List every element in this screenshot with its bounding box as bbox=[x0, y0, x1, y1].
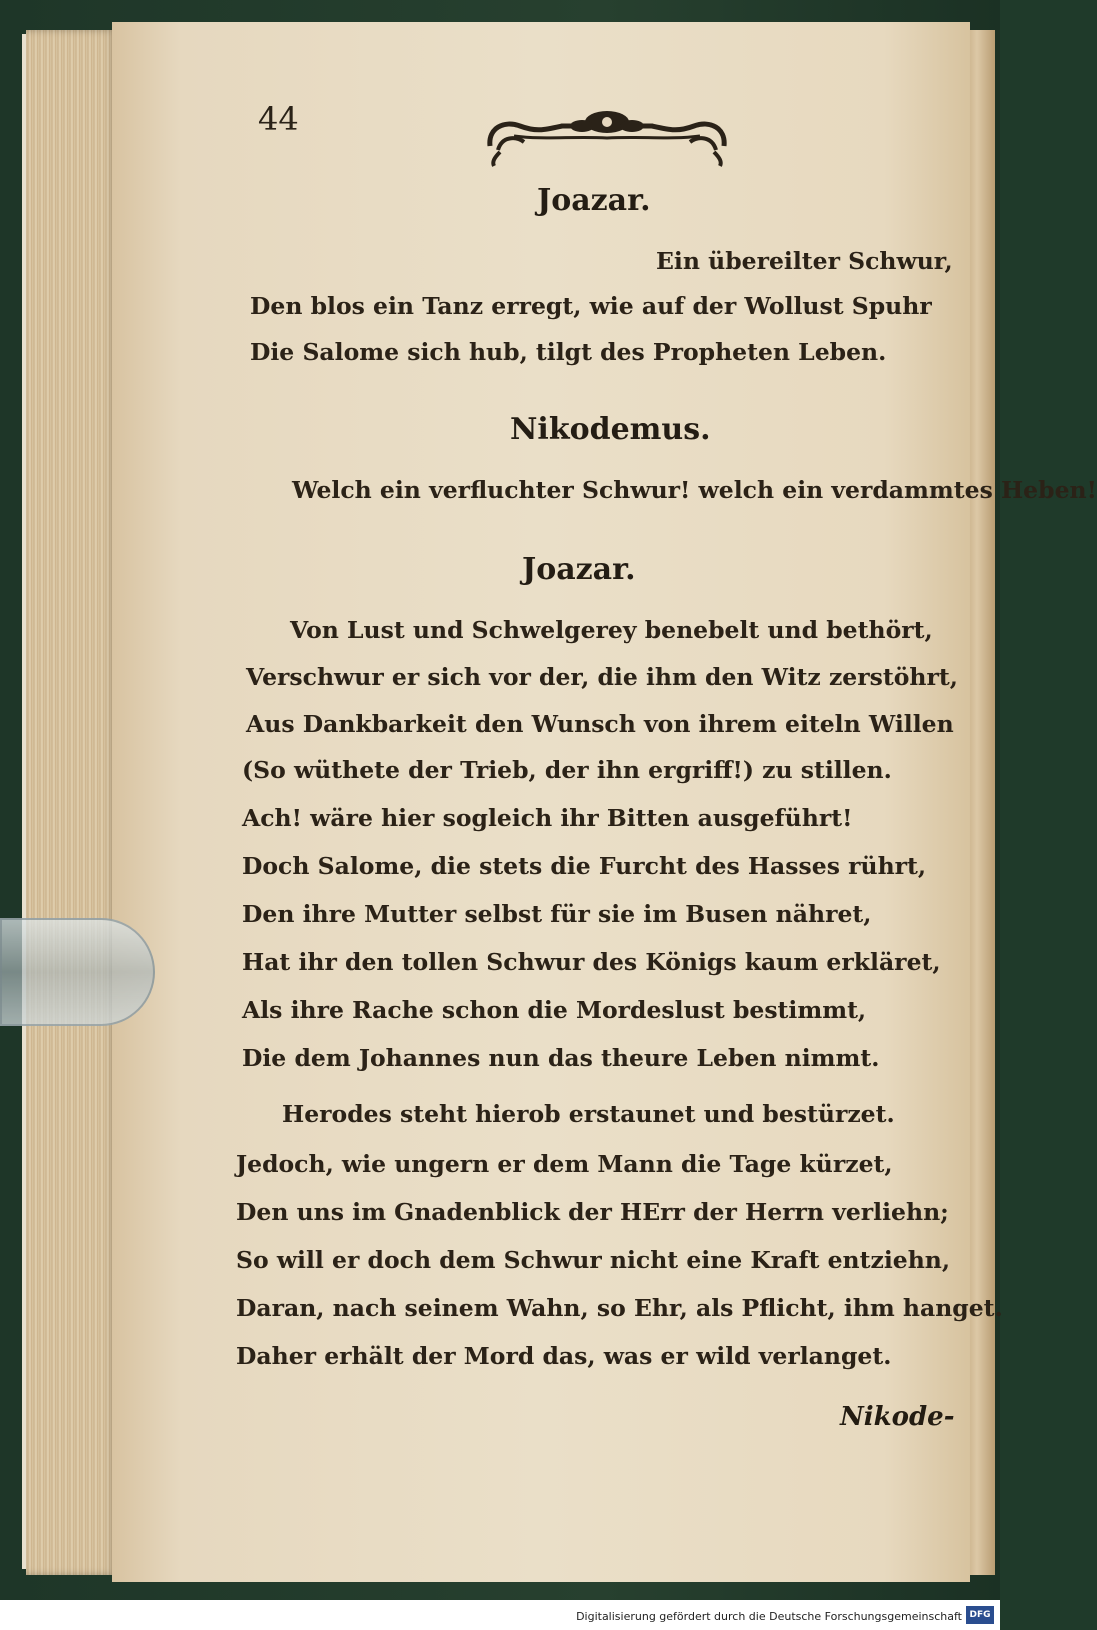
verse-line: Daran, nach seinem Wahn, so Ehr, als Pflicht, ihm hanget. bbox=[236, 1294, 1003, 1322]
verse-line: Von Lust und Schwelgerey benebelt und bethört, bbox=[290, 616, 933, 644]
speaker-heading: Nikodemus. bbox=[510, 412, 711, 447]
verse-line: Verschwur er sich vor der, die ihm den Witz zerstöhrt, bbox=[246, 663, 958, 691]
verse-line: Ach! wäre hier sogleich ihr Bitten ausgeführt! bbox=[242, 804, 853, 832]
verse-line: Doch Salome, die stets die Furcht des Hasses rührt, bbox=[242, 852, 927, 880]
verse-line: Die Salome sich hub, tilgt des Propheten Leben. bbox=[250, 338, 887, 366]
digitization-credit: Digitalisierung gefördert durch die Deutsche Forschungsgemeinschaft bbox=[576, 1610, 962, 1623]
verse-line: Den blos ein Tanz erregt, wie auf der Wollust Spuhr bbox=[250, 292, 932, 320]
verse-line: Als ihre Rache schon die Mordeslust bestimmt, bbox=[242, 996, 867, 1024]
page-number: 44 bbox=[258, 100, 299, 138]
verse-line: Den ihre Mutter selbst für sie im Busen nähret, bbox=[242, 900, 872, 928]
page-clip bbox=[0, 918, 155, 1026]
verse-line: Die dem Johannes nun das theure Leben nimmt. bbox=[242, 1044, 880, 1072]
catchword: Nikode- bbox=[840, 1402, 955, 1432]
verse-line: Ein übereilter Schwur, bbox=[656, 247, 953, 275]
verse-line: Welch ein verfluchter Schwur! welch ein verdammtes Heben! bbox=[292, 476, 1097, 504]
verse-line: Hat ihr den tollen Schwur des Königs kaum erkläret, bbox=[242, 948, 941, 976]
verse-line: (So wüthete der Trieb, der ihn ergriff!) zu stillen. bbox=[242, 756, 892, 784]
verse-line: Herodes steht hierob erstaunet und bestürzet. bbox=[282, 1100, 895, 1128]
verse-line: Jedoch, wie ungern er dem Mann die Tage kürzet, bbox=[236, 1150, 893, 1178]
verse-line: Den uns im Gnadenblick der HErr der Herrn verliehn; bbox=[236, 1198, 949, 1226]
speaker-heading: Joazar. bbox=[522, 552, 636, 587]
speaker-heading: Joazar. bbox=[537, 183, 651, 218]
verse-line: Daher erhält der Mord das, was er wild verlanget. bbox=[236, 1342, 892, 1370]
page-stack-edges bbox=[26, 30, 116, 1575]
dfg-logo-icon: DFG bbox=[966, 1606, 994, 1624]
ornament-icon bbox=[484, 106, 730, 166]
verse-line: Aus Dankbarkeit den Wunsch von ihrem eiteln Willen bbox=[246, 710, 954, 738]
verse-line: So will er doch dem Schwur nicht eine Kraft entziehn, bbox=[236, 1246, 951, 1274]
